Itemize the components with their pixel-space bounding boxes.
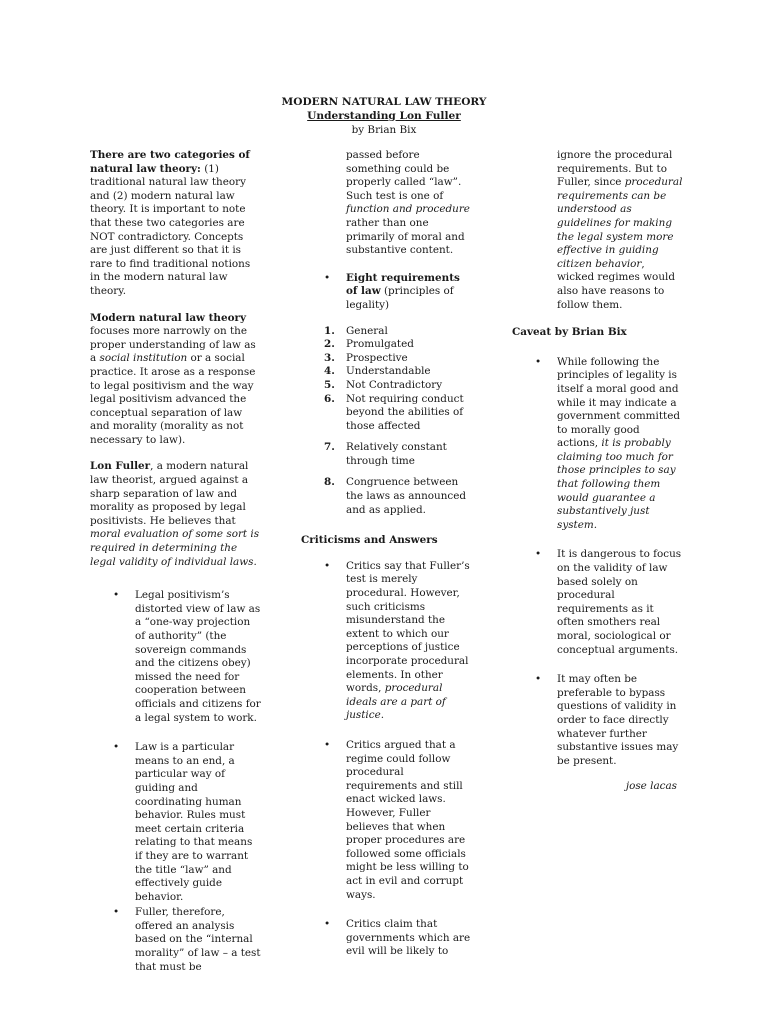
list-item <box>535 355 684 533</box>
requirement-text: General <box>346 324 388 337</box>
requirements-subheading: (principles of legality) <box>346 285 454 311</box>
criticism-text-a: Critics say that Fuller’s test is merely procedural. However, such criticisms misunderstand the extent to which our perceptions of justice incorporate procedural elements. In other words, <box>346 559 470 695</box>
requirement-number: 3. <box>324 351 335 364</box>
document-subtitle: Understanding Lon Fuller <box>307 110 461 122</box>
column-2 <box>301 149 473 971</box>
fuller-text-end: . <box>253 555 257 568</box>
continued-bullet <box>557 149 684 312</box>
bullet-icon: • <box>113 589 120 602</box>
signature: jose lacas <box>625 780 677 793</box>
list-item <box>324 738 473 902</box>
fuller-text-a: , a modern natural law theorist, argued against a sharp separation of law and morality as proposed by legal positivists. He believes that <box>90 460 249 527</box>
caveat-text: It is dangerous to focus on the validity of law based solely on procedural requirements as it often smothers real moral, sociological or conceptual arguments. <box>557 548 682 656</box>
continued-text-a: passed before something could be properly called “law”. Such test is one of <box>346 149 462 202</box>
requirement-number: 2. <box>324 338 335 351</box>
bullet-icon: • <box>324 918 331 931</box>
modern-theory-italic: social institution <box>99 352 188 365</box>
document-byline: by Brian Bix <box>351 124 417 136</box>
bullet-text: Fuller, therefore, offered an analysis based on the “internal morality” of law – a test that must be <box>135 906 261 973</box>
requirement-text: Promulgated <box>346 338 414 351</box>
column-1 <box>90 149 262 986</box>
criticism-text: Critics argued that a regime could follow procedural requirements and still enact wicked laws. However, Fuller believes that when proper procedures are followed some officials might be less willing to act in evil and corrupt ways. <box>346 738 469 901</box>
caveat-list <box>535 355 684 769</box>
modern-theory-text-a: focuses more narrowly on the proper understanding of law as a <box>90 325 256 365</box>
column-3 <box>512 149 684 794</box>
requirement-text: Prospective <box>346 351 408 364</box>
list-item <box>557 149 684 312</box>
intro-paragraph <box>90 149 262 299</box>
list-item <box>346 149 473 258</box>
continued-text-b: , wicked regimes would also have reasons to follow them. <box>557 257 675 311</box>
requirement-number: 7. <box>324 441 335 454</box>
requirement-number: 8. <box>324 476 335 489</box>
requirement-item <box>324 378 473 393</box>
intro-text: (1) traditional natural law theory and (2) modern natural law theory. It is important to note that these two categories are NOT contradictory. Concepts are just different so that it is rare to find traditional notions in the modern natural law theory. <box>90 162 251 297</box>
caveat-text: It may often be preferable to bypass questions of validity in order to face directly whatever further substantive issues may be present. <box>557 673 679 767</box>
continued-bullet <box>324 149 473 313</box>
fuller-bold: Lon Fuller <box>90 460 151 473</box>
bullet-text: Law is a particular means to an end, a particular way of guiding and coordinating human behavior. Rules must meet certain criteria relating to that means if they are to warrant the title “law” and effectively guide behavior. <box>135 741 253 903</box>
modern-theory-text-b: or a social practice. It arose as a response to legal positivism and the way legal positivism advanced the conceptual separation of law and morality (morality as not necessary to law). <box>90 352 256 446</box>
bullet-icon: • <box>113 906 120 919</box>
document-header <box>0 95 768 137</box>
modern-theory-paragraph <box>90 312 262 448</box>
bullet-icon: • <box>324 271 331 284</box>
requirements-list <box>324 324 473 518</box>
requirement-text: Congruence between the laws as announced and as applied. <box>346 476 467 516</box>
document-title: MODERN NATURAL LAW THEORY <box>281 96 487 108</box>
bullet-icon: • <box>324 738 331 751</box>
criticism-text: Critics claim that governments which are evil will be likely to <box>346 918 471 958</box>
criticism-italic: procedural ideals are a part of justice <box>346 682 446 722</box>
requirement-item <box>324 365 473 379</box>
criticisms-list <box>324 559 473 959</box>
criticism-text-end: . <box>380 709 385 722</box>
criticisms-heading: Criticisms and Answers <box>301 534 438 547</box>
requirement-text: Not requiring conduct beyond the abilities of those affected <box>346 392 464 432</box>
requirement-number: 1. <box>324 324 335 337</box>
list-item <box>324 271 473 313</box>
requirements-heading: Eight requirements of law <box>346 271 460 298</box>
fuller-italic: moral evaluation of some sort is required in determining the legal validity of individual laws <box>90 528 260 568</box>
fuller-bullet-list <box>113 589 262 974</box>
list-item <box>535 548 684 657</box>
fuller-paragraph <box>90 460 262 569</box>
continued-italic: function and procedure <box>346 203 470 216</box>
requirement-number: 4. <box>324 365 335 378</box>
requirement-text: Understandable <box>346 365 431 378</box>
requirement-number: 6. <box>324 392 335 405</box>
caveat-text-a: While following the principles of legality is itself a moral good and while it may indicate a government committed to morally good actions, <box>557 355 681 450</box>
continued-italic: procedural requirements can be understood as guidelines for making the legal system more effective in guiding citizen behavior <box>557 176 683 270</box>
requirement-text: Not Contradictory <box>346 378 443 391</box>
requirement-text: Relatively constant through time <box>346 441 447 467</box>
requirement-item <box>324 338 473 352</box>
list-item <box>324 559 473 723</box>
bullet-icon: • <box>113 741 120 754</box>
bullet-icon: • <box>535 673 542 686</box>
list-item <box>113 589 262 725</box>
caveat-heading: Caveat by Brian Bix <box>512 326 627 339</box>
requirement-item <box>324 392 473 434</box>
modern-theory-bold: Modern natural law theory <box>90 311 247 324</box>
caveat-italic: it is probably claiming too much for those principles to say that following them would guarantee a substantively just system. <box>557 437 676 531</box>
list-item <box>324 918 473 959</box>
intro-bold: There are two categories of natural law theory: <box>90 149 250 175</box>
list-item <box>113 741 262 904</box>
bullet-icon: • <box>535 355 542 368</box>
continued-text-b: rather than one primarily of moral and substantive content. <box>346 216 465 257</box>
requirement-number: 5. <box>324 378 335 391</box>
requirement-item <box>324 351 473 366</box>
list-item <box>535 673 684 768</box>
bullet-icon: • <box>324 559 331 572</box>
list-item <box>113 906 262 974</box>
bullet-text: Legal positivism’s distorted view of law as a “one-way projection of authority” (the sovereign commands and the citizens obey) missed the need for cooperation between officials and citizens for a legal system to work. <box>135 589 261 724</box>
requirement-item <box>324 441 473 468</box>
requirement-item <box>324 324 473 339</box>
requirement-item <box>324 476 473 517</box>
bullet-icon: • <box>535 548 542 561</box>
continued-text-a: ignore the procedural requirements. But to Fuller, since <box>557 149 673 189</box>
